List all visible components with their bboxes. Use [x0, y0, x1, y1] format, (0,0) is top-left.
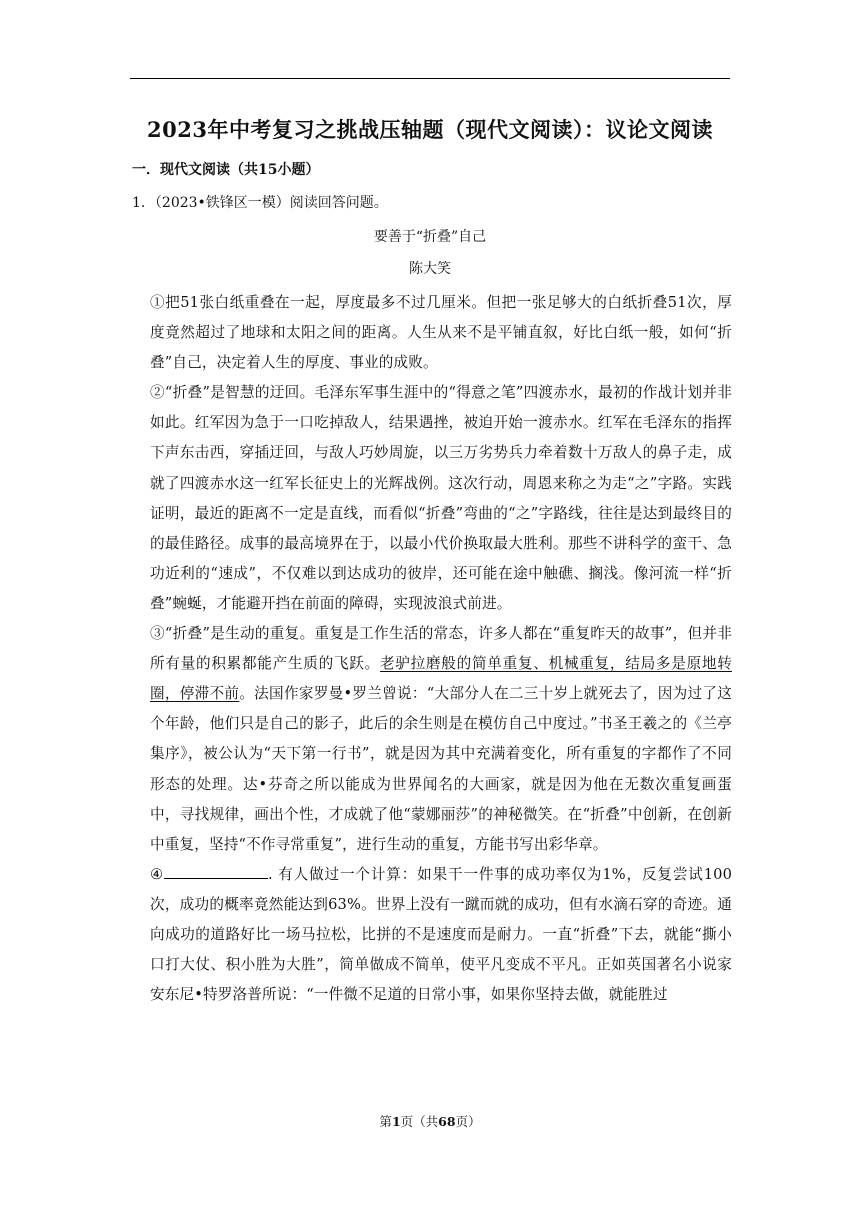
paragraph-4 [150, 860, 732, 1010]
paragraph-3-text-b: 。法国作家罗曼•罗兰曾说：“大部分人在二三十岁上就死去了，因为过了这个年龄，他们只是自己的影子，此后的余生则是在模仿自己中度过。”书圣王羲之的《兰亭集序》，被公认为“天下第一行书”，就是因为其中充满着变化，所有重复的字都作了不同形态的处理。达•芬奇之所以能成为世界闻名的大画家，就是因为他在无数次重复画蛋中，寻找规律，画出个性，才成就了他“蒙娜丽莎”的神秘微笑。在“折叠”中创新，在创新中重复，坚持“不作寻常重复”，进行生动的重复，方能书写出彩华章。 [150, 685, 733, 853]
document-title: 2023年中考复习之挑战压轴题（现代文阅读）：议论文阅读 [147, 117, 713, 142]
section-heading: 一．现代文阅读（共15小题） [132, 162, 320, 178]
paragraph-4-text: . 有人做过一个计算：如果干一件事的成功率仅为1%，反复尝试100次，成功的概率竟然能达到63%。世界上没有一蹴而就的成功，但有水滴石穿的奇迹。通向成功的道路好比一场马拉松，比拼的不是速度而是耐力。一直“折叠”下去，就能“撕小口打大仗、积小胜为大胜”，简单做成不简单，使平凡变成不平凡。正如英国著名小说家安东尼•特罗洛普所说：“一件微不足道的日常小事，如果你坚持去做，就能胜过 [150, 865, 732, 1004]
footer-total-pages: 68 [438, 1114, 456, 1129]
paragraph-1: ①把51张白纸重叠在一起，厚度最多不过几厘米。但把一张足够大的白纸折叠51次，厚度竟然超过了地球和太阳之间的距离。人生从来不是平铺直叙，好比白纸一般，如何“折叠”自己，决定着人生的厚度、事业的成败。 [150, 294, 732, 372]
underlined-sentence: 老驴拉磨般的简单重复、机械重复，结局多是原地转圈，停滞不前 [150, 655, 732, 703]
header-rule [130, 78, 730, 79]
footer-mid: 页（共 [400, 1114, 439, 1129]
answer-blank[interactable] [164, 864, 268, 879]
paragraph-4-number: ④ [150, 865, 164, 883]
footer-page-number: 1 [391, 1114, 401, 1129]
essay-author: 陈大笑 [409, 261, 451, 277]
essay-body [150, 288, 732, 1010]
footer-suffix: 页） [455, 1114, 481, 1129]
footer-prefix: 第 [379, 1114, 392, 1129]
question-line: 1．（2023•铁锋区一模）阅读回答问题。 [132, 195, 388, 211]
page-footer [0, 1112, 860, 1130]
paragraph-3-text-a: ③“折叠”是生动的重复。重复是工作生活的常态，许多人都在“重复昨天的故事”，但并非所有量的积累都能产生质的飞跃。 [150, 625, 732, 673]
paragraph-3 [150, 619, 732, 860]
paragraph-2: ②“折叠”是智慧的迂回。毛泽东军事生涯中的“得意之笔”四渡赤水，最初的作战计划并非如此。红军因为急于一口吃掉敌人，结果遇挫，被迫开始一渡赤水。红军在毛泽东的指挥下声东击西，穿插迂回，与敌人巧妙周旋，以三万劣势兵力牵着数十万敌人的鼻子走，成就了四渡赤水这一红军长征史上的光辉战例。这次行动，周恩来称之为走“之”字路。实践证明，最近的距离不一定是直线，而看似“折叠”弯曲的“之”字路线，往往是达到最终目的的最佳路径。成事的最高境界在于，以最小代价换取最大胜利。那些不讲科学的蛮干、急功近利的“速成”，不仅难以到达成功的彼岸，还可能在途中触礁、搁浅。像河流一样“折叠”蜿蜒，才能避开挡在前面的障碍，实现波浪式前进。 [150, 384, 732, 612]
essay-title: 要善于“折叠”自己 [373, 229, 487, 245]
